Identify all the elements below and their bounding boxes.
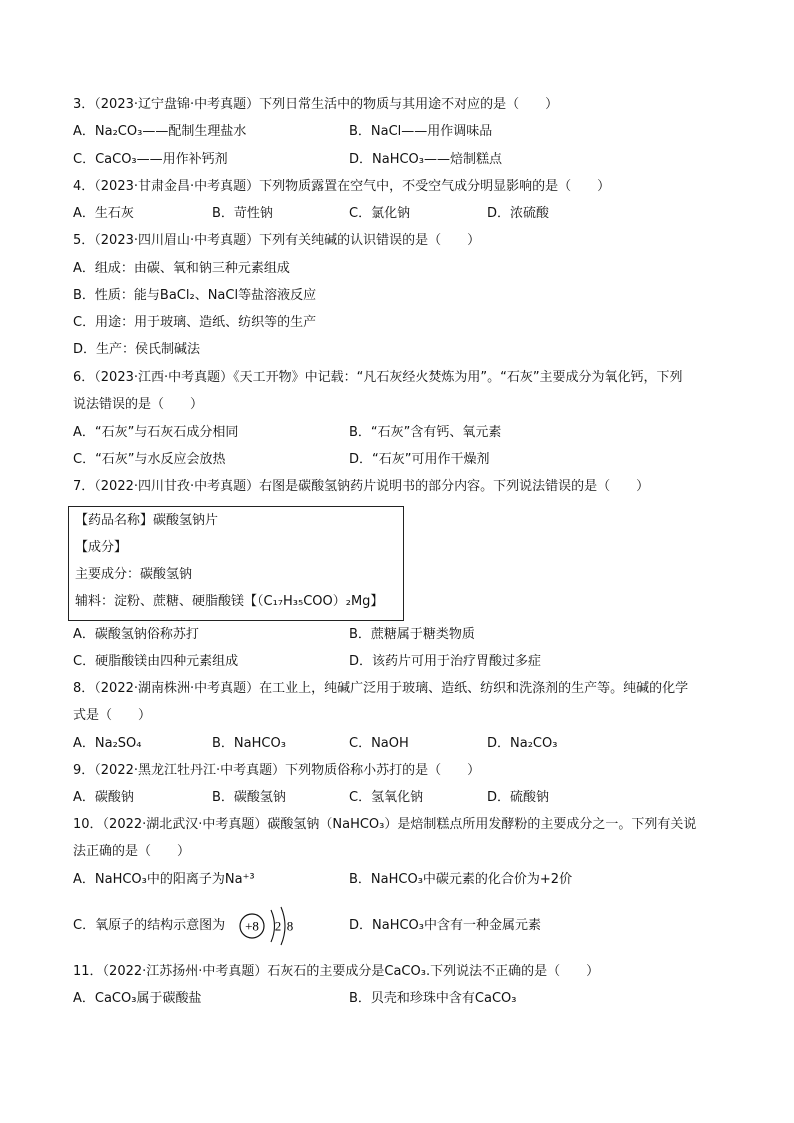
question-9-option-c: C．氢氧化钠	[349, 790, 424, 805]
question-7-stem: 7．（2022·四川甘孜·中考真题）右图是碳酸氢钠药片说明书的部分内容。下列说法错误的是（ ）	[73, 479, 650, 494]
question-8-option-c: C．NaOH	[349, 736, 409, 751]
question-10-stem-line2: 法正确的是（ ）	[73, 844, 191, 859]
question-8-option-b: B．NaHCO₃	[212, 736, 286, 751]
question-9-option-d: D．硫酸钠	[487, 790, 550, 805]
question-3-option-a: A．Na₂CO₃——配制生理盐水	[73, 124, 247, 139]
question-6-stem-line2: 说法错误的是（ ）	[73, 397, 204, 412]
question-8-option-a: A．Na₂SO₄	[73, 736, 142, 751]
question-9-stem: 9．（2022·黑龙江牡丹江·中考真题）下列物质俗称小苏打的是（ ）	[73, 763, 481, 778]
question-7-option-d: D．该药片可用于治疗胃酸过多症	[349, 654, 542, 669]
question-10-stem-line1: 10．（2022·湖北武汉·中考真题）碳酸氢钠（NaHCO₃）是焙制糕点所用发酵粉的主要成分之一。下列有关说	[73, 817, 697, 832]
electron-shell-1-count: 2	[274, 918, 282, 934]
question-8-option-d: D．Na₂CO₃	[487, 736, 558, 751]
question-8-stem-line1: 8．（2022·湖南株洲·中考真题）在工业上，纯碱广泛用于玻璃、造纸、纺织和洗涤剂的生产等。纯碱的化学	[73, 681, 689, 696]
question-10-option-c: C．氧原子的结构示意图为	[73, 918, 226, 933]
medicine-auxiliary-ingredients: 辅料：淀粉、蔗糖、硬脂酸镁【（C₁₇H₃₅COO）₂Mg】	[75, 594, 384, 609]
question-7-option-b: B．蔗糖属于糖类物质	[349, 627, 475, 642]
medicine-main-ingredient: 主要成分：碳酸氢钠	[75, 567, 193, 582]
question-10-option-a: A．NaHCO₃中的阳离子为Na⁺³	[73, 872, 255, 887]
oxygen-atom-structure-diagram	[236, 902, 300, 950]
medicine-ingredients-heading: 【成分】	[75, 540, 128, 555]
question-6-option-d: D．“石灰”可用作干燥剂	[349, 452, 490, 467]
medicine-name: 【药品名称】碳酸氢钠片	[75, 513, 219, 528]
question-4-option-b: B．苛性钠	[212, 206, 273, 221]
question-7-option-a: A．碳酸氢钠俗称苏打	[73, 627, 199, 642]
medicine-label-box	[68, 506, 404, 621]
question-9-option-a: A．碳酸钠	[73, 790, 134, 805]
question-5-option-a: A．组成：由碳、氧和钠三种元素组成	[73, 261, 290, 276]
question-11-option-b: B．贝壳和珍珠中含有CaCO₃	[349, 991, 517, 1006]
question-6-option-a: A．“石灰”与石灰石成分相同	[73, 425, 239, 440]
question-4-option-d: D．浓硫酸	[487, 206, 550, 221]
nucleus-charge: +8	[245, 918, 259, 934]
question-3-option-c: C．CaCO₃——用作补钙剂	[73, 152, 228, 167]
question-5-stem: 5．（2023·四川眉山·中考真题）下列有关纯碱的认识错误的是（ ）	[73, 233, 481, 248]
question-8-stem-line2: 式是（ ）	[73, 708, 152, 723]
question-4-option-a: A．生石灰	[73, 206, 134, 221]
question-11-option-a: A．CaCO₃属于碳酸盐	[73, 991, 202, 1006]
question-10-option-d: D．NaHCO₃中含有一种金属元素	[349, 918, 541, 933]
question-4-stem: 4．（2023·甘肃金昌·中考真题）下列物质露置在空气中，不受空气成分明显影响的是（ ）	[73, 179, 611, 194]
question-5-option-d: D．生产：侯氏制碱法	[73, 342, 201, 357]
electron-shell-2-count: 8	[286, 918, 294, 934]
question-3-stem: 3．（2023·辽宁盘锦·中考真题）下列日常生活中的物质与其用途不对应的是（ ）	[73, 97, 559, 112]
question-5-option-c: C．用途：用于玻璃、造纸、纺织等的生产	[73, 315, 317, 330]
question-3-option-d: D．NaHCO₃——焙制糕点	[349, 152, 502, 167]
question-4-option-c: C．氯化钠	[349, 206, 411, 221]
question-6-option-b: B．“石灰”含有钙、氧元素	[349, 425, 502, 440]
question-11-stem: 11．（2022·江苏扬州·中考真题）石灰石的主要成分是CaCO₃.下列说法不正确的是（ ）	[73, 964, 600, 979]
question-6-stem-line1: 6．（2023·江西·中考真题）《天工开物》中记载：“凡石灰经火焚炼为用”。“石灰”主要成分为氧化钙，下列	[73, 370, 683, 385]
question-10-option-b: B．NaHCO₃中碳元素的化合价为+2价	[349, 872, 573, 887]
question-9-option-b: B．碳酸氢钠	[212, 790, 286, 805]
question-6-option-c: C．“石灰”与水反应会放热	[73, 452, 226, 467]
question-5-option-b: B．性质：能与BaCl₂、NaCl等盐溶液反应	[73, 288, 317, 303]
electron-shell-arc-2	[281, 907, 285, 945]
question-7-option-c: C．硬脂酸镁由四种元素组成	[73, 654, 239, 669]
question-3-option-b: B．NaCl——用作调味品	[349, 124, 493, 139]
